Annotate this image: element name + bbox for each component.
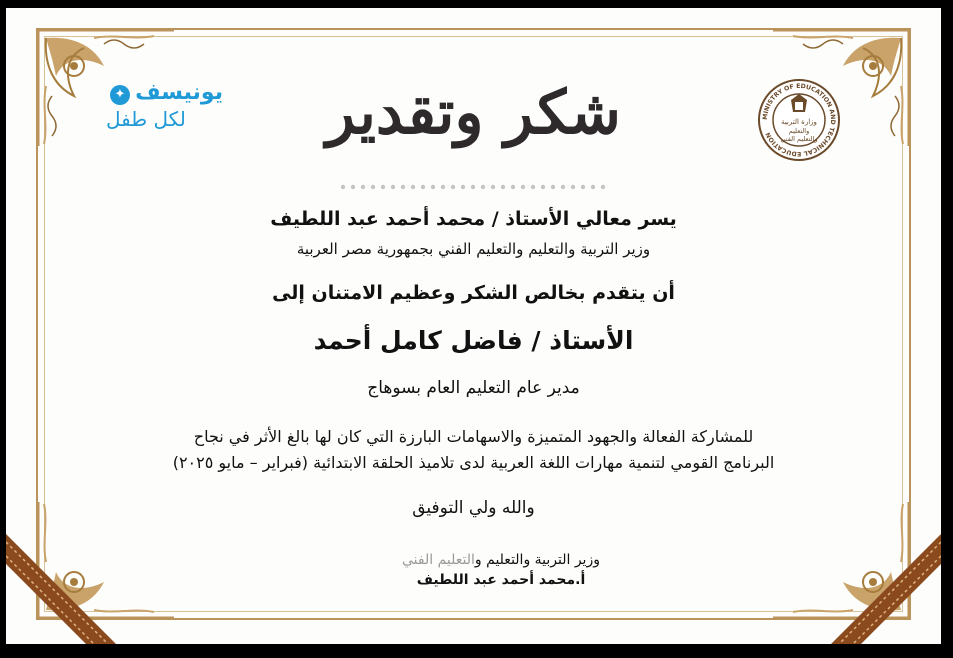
dotted-divider [340, 184, 608, 190]
body-line-2: البرنامج القومي لتنمية مهارات اللغة العربية لدى تلاميذ الحلقة الابتدائية (فبراير – مايو ٢٠٢٥) [172, 453, 775, 472]
signature-block [386, 552, 616, 588]
thanks-line: أن يتقدم بخالص الشكر وعظيم الامتنان إلى [272, 282, 675, 304]
recipient-name: الأستاذ / فاضل كامل أحمد [313, 326, 634, 355]
ribbon-bottom-right [811, 514, 941, 644]
certificate-title: شكر وتقدير [326, 78, 621, 148]
closing-phrase: والله ولي التوفيق [412, 498, 535, 518]
signature-role-main: وزير التربية والتعليم و [474, 552, 600, 568]
minister-position: وزير التربية والتعليم والتعليم الفني بجمهورية مصر العربية [296, 240, 651, 258]
unicef-slogan: لكل طفل [106, 107, 186, 131]
svg-text:وزارة التربية: وزارة التربية [781, 118, 817, 126]
unicef-globe-icon: ✦ [110, 85, 130, 105]
certificate-sheet [6, 8, 941, 644]
svg-text:MINISTRY OF EDUCATION AND TECH: MINISTRY OF EDUCATION AND TECHNICAL EDUCATION [761, 82, 837, 158]
signature-role [386, 552, 616, 568]
body-line-1: للمشاركة الفعالة والجهود المتميزة والاسهامات البارزة التي كان لها بالغ الأثر في نجاح [193, 427, 754, 446]
minister-line: يسر معالي الأستاذ / محمد أحمد عبد اللطيف [270, 208, 677, 230]
svg-text:والتعليم: والتعليم [788, 127, 810, 135]
recipient-position: مدير عام التعليم العام بسوهاج [367, 378, 580, 398]
body-paragraph [126, 424, 821, 476]
ribbon-bottom-left [6, 514, 136, 644]
signature-role-faint: التعليم الفني [402, 552, 475, 568]
unicef-name: يونيسف [135, 80, 223, 105]
signature-name: أ.محمد أحمد عبد اللطيف [416, 572, 586, 588]
svg-text:والتعليم الفني: والتعليم الفني [780, 135, 818, 143]
